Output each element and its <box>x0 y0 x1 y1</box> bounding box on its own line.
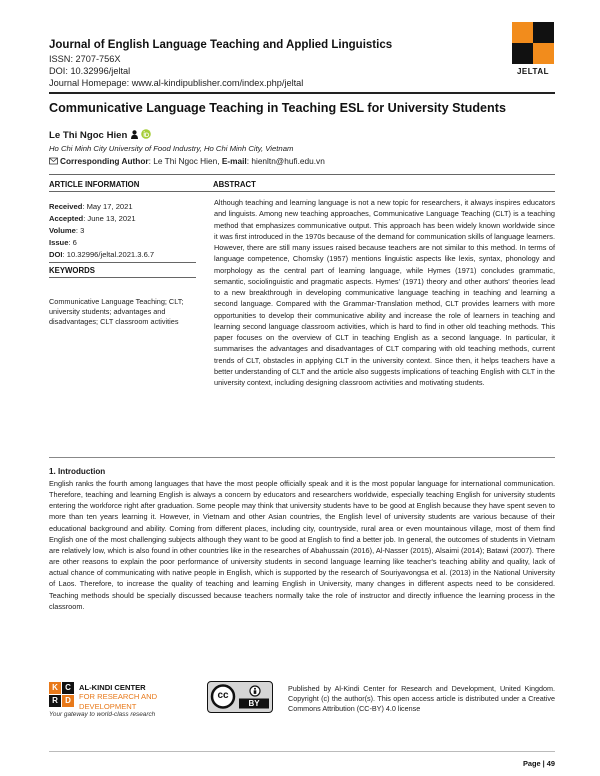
orcid-icon[interactable] <box>141 129 151 142</box>
abstract-text: Although teaching and learning language is not a new topic for researchers, it always inspires educators and linguists. Among new teaching approaches, Communicative Language Teaching (CLT) is a teaching method that emphasizes communicative output. This approach has been widely known worldwide since it was first introduced in the 1970s because of the demand for communication skills of language learners. However, there are still many issues raised because teachers are not similar to this method. In terms of language competence, Chomsky (1957) mentions linguistic aspects like lexis, syntax, phonology and morphology as the central part of learning language, while Hymes (1971) concludes grammatic, semantic, sociolinguistic and pragmatic aspects. Hymes' (1971) theory and other authors' theories lead to a new breakthrough in developing communicative language teaching in teaching and learning a second language. Compared with the Grammar-Translation method, CLT provides learners with more opportunities to develop their communicative ability and increase the role of learners in teaching and learning second language classroom activities, which is hard to find in other old teaching methods. This paper focuses on the overview of CLT in teaching English as a second language. In particular, it summarises the advantages and disadvantages of CLT comparing with old teaching methods, current trends of CLT, obstacles in applying CLT in the university context. Since then, it helps teachers have a better understanding of CLT and the article also suggests implications of teaching English with CLT in the university context, including designing classroom activities and motivating students. <box>214 198 555 387</box>
section-top-rule <box>49 174 555 175</box>
person-icon <box>131 130 138 142</box>
logo-cell-r: R <box>49 695 61 707</box>
publisher-tagline: Your gateway to world-class research <box>49 711 156 718</box>
footer-rule <box>49 751 555 752</box>
abstract-heading: ABSTRACT <box>213 180 256 189</box>
author-name: Le Thi Ngoc Hien <box>49 130 128 141</box>
issn: ISSN: 2707-756X <box>49 54 121 64</box>
article-title: Communicative Language Teaching in Teaching ESL for University Students <box>49 101 506 115</box>
logo-square-black-1 <box>533 22 554 43</box>
logo-cell-d: D <box>62 695 74 707</box>
header-rule <box>49 92 555 94</box>
article-info-heading: ARTICLE INFORMATION <box>49 180 140 189</box>
logo-square-orange-1 <box>512 22 533 43</box>
license-statement: Published by Al-Kindi Center for Research and Development, United Kingdom. Copyright (c) the author(s). This open access article is distributed under a Creative Commons Attribution (CC-BY) 4.0 license <box>288 684 555 714</box>
corresponding-label: Corresponding Author <box>60 156 149 166</box>
corresponding-name: : Le Thi Ngoc Hien, <box>148 156 222 166</box>
logo-square-black-2 <box>512 43 533 64</box>
cc-by-license-badge[interactable] <box>207 681 273 713</box>
issue: Issue: 6 <box>49 238 77 247</box>
author-line <box>49 129 151 142</box>
journal-title: Journal of English Language Teaching and Applied Linguistics <box>49 39 393 51</box>
received-date: Received: May 17, 2021 <box>49 202 133 211</box>
abstract-bottom-rule <box>49 457 555 458</box>
cc-label: cc <box>217 690 229 701</box>
page-number: Page | 49 <box>522 759 555 768</box>
keywords-bottom-rule <box>49 277 196 278</box>
article-doi[interactable]: DOI: 10.32996/jeltal.2021.3.6.7 <box>49 250 155 259</box>
introduction-text: English ranks the fourth among languages that have the most people officially speak and it is the most popular language for international communication. Therefore, teaching and learning English is always a concern by educators and researchers worldwide, especially teaching English for university students entering the workforce right after graduation. Some people may think that university students have to be good at English because they have spent seven to more than ten years learning it. However, in Vietnam and other Asian countries, the English level of university students are various because of their educational background and ability. Coming from different places, including city, countryside, rural area or even mountainous village, most of them find English one of the most challenging subjects although they want to be good at English to find a better job. In general, the outcomes of students in Vietnam are relatively low, which is also found in other countries like in the researches of Abahussain (2016), Al-Nasser (2015), Alsaimi (2014); Batawi (2007). There are other reasons to explain the poor performance of university students in second language learning like teacher's teaching ability and quality, lack of actual chance of communicating with native people in English, which is supported by the research of Souriyavongsa et al. (2013) in the National University of Laos. Therefore, to increase the quality of teaching and learning English in University, many changes in different aspects need to be considered. Teaching methods should be specially discussed because teachers normally take the role of instructor and directly influence the learning process in the classroom. <box>49 479 555 611</box>
corresponding-author <box>49 156 325 167</box>
logo-text: JELTAL <box>516 67 550 76</box>
logo-cell-k: K <box>49 682 61 694</box>
keywords-top-rule <box>49 262 196 263</box>
journal-homepage[interactable]: Journal Homepage: www.al-kindipublisher.com/index.php/jeltal <box>49 78 304 88</box>
affiliation: Ho Chi Minh City University of Food Industry, Ho Chi Minh City, Vietnam <box>49 144 294 153</box>
envelope-icon <box>49 157 58 167</box>
email-label: E-mail <box>221 156 247 166</box>
by-label: BY <box>248 699 260 708</box>
logo-square-orange-2 <box>533 43 554 64</box>
jeltal-logo <box>512 22 554 64</box>
publisher-name: AL-KINDI CENTER FOR RESEARCH AND DEVELOPMENT <box>79 683 158 711</box>
keywords-heading: KEYWORDS <box>49 266 95 275</box>
al-kindi-logo <box>49 682 199 720</box>
accepted-date: Accepted: June 13, 2021 <box>49 214 136 223</box>
section-heading-rule <box>49 191 555 192</box>
email-address[interactable]: : hienltn@hufi.edu.vn <box>246 156 325 166</box>
introduction-heading: 1. Introduction <box>49 467 106 476</box>
journal-doi: DOI: 10.32996/jeltal <box>49 66 131 76</box>
keywords-list: Communicative Language Teaching; CLT; university students; advantages and disadvantages; CLT classroom activities <box>49 297 184 327</box>
logo-cell-c: C <box>62 682 74 694</box>
volume: Volume: 3 <box>49 226 85 235</box>
